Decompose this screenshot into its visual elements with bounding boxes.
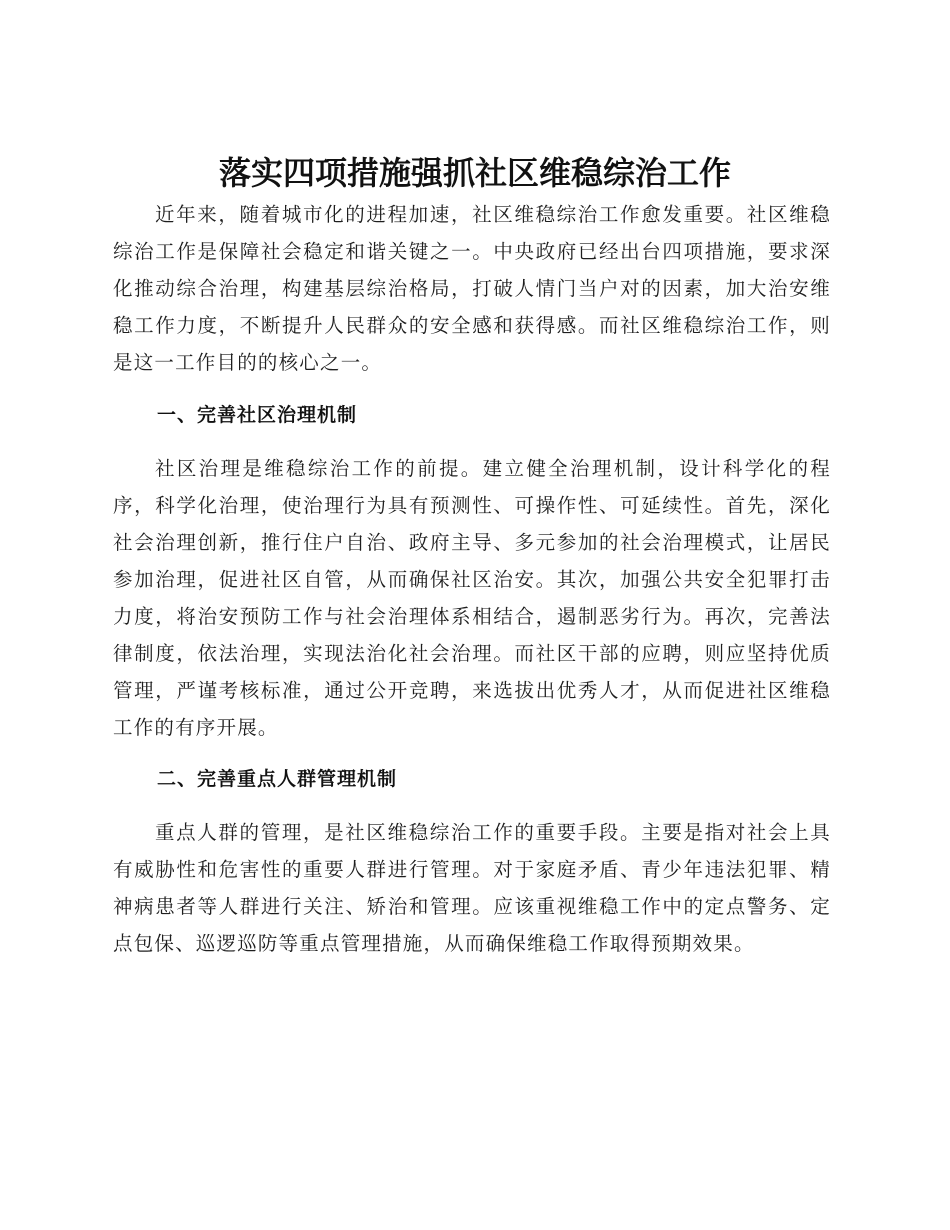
section-body-2: 重点人群的管理，是社区维稳综治工作的重要手段。主要是指对社会上具有威胁性和危害性的重要人群进行管理。对于家庭矛盾、青少年违法犯罪、精神病患者等人群进行关注、矫治和管理。应该重视维稳工作中的定点警务、定点包保、巡逻巡防等重点管理措施，从而确保维稳工作取得预期效果。 [113,821,831,955]
intro-paragraph: 近年来，随着城市化的进程加速，社区维稳综治工作愈发重要。社区维稳综治工作是保障社会稳定和谐关键之一。中央政府已经出台四项措施，要求深化推动综合治理，构建基层综治格局，打破人情门当户对的因素，加大治安维稳工作力度，不断提升人民群众的安全感和获得感。而社区维稳综治工作，则是这一工作目的的核心之一。 [113,203,831,374]
section-body-1: 社区治理是维稳综治工作的前提。建立健全治理机制，设计科学化的程序，科学化治理，使治理行为具有预测性、可操作性、可延续性。首先，深化社会治理创新，推行住户自治、政府主导、多元参加的社会治理模式，让居民参加治理，促进社区自管，从而确保社区治安。其次，加强公共安全犯罪打击力度，将治安预防工作与社会治理体系相结合，遏制恶劣行为。再次，完善法律制度，依法治理，实现法治化社会治理。而社区干部的应聘，则应坚持优质管理，严谨考核标准，通过公开竞聘，来选拔出优秀人才，从而促进社区维稳工作的有序开展。 [113,457,831,739]
section-heading-2: 二、完善重点人群管理机制 [157,768,398,790]
document-title: 落实四项措施强抓社区维稳综治工作 [218,154,731,192]
section-heading-1: 一、完善社区治理机制 [157,404,358,426]
